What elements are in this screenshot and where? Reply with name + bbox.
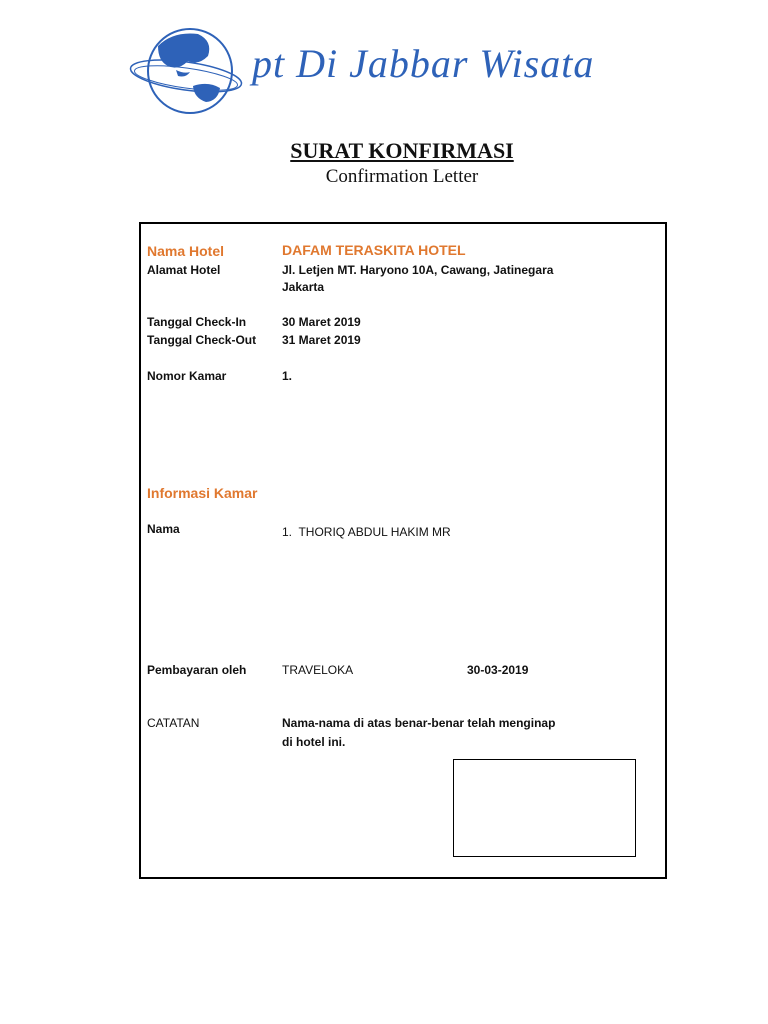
checkin-date: 30 Maret 2019 — [282, 315, 361, 329]
stamp-box — [453, 759, 636, 857]
checkout-date: 31 Maret 2019 — [282, 333, 361, 347]
checkin-label: Tanggal Check-In — [147, 315, 247, 329]
hotel-name-label: Nama Hotel — [147, 243, 225, 259]
company-logo — [128, 26, 244, 116]
checkout-label: Tanggal Check-Out — [147, 333, 257, 347]
hotel-address-label: Alamat Hotel — [147, 263, 221, 277]
company-name: pt Di Jabbar Wisata — [252, 41, 595, 86]
room-number: 1. — [282, 369, 293, 383]
notes-label: CATATAN — [147, 716, 200, 730]
hotel-address-line1: Jl. Letjen MT. Haryono 10A, Cawang, Jatinegara — [282, 263, 554, 277]
guest-name-label: Nama — [147, 522, 180, 536]
guest-name: 1. THORIQ ABDUL HAKIM MR — [282, 525, 451, 539]
document-subtitle: Confirmation Letter — [325, 166, 479, 187]
hotel-name: DAFAM TERASKITA HOTEL — [282, 242, 466, 258]
notes-line2: di hotel ini. — [282, 735, 346, 749]
room-info-heading: Informasi Kamar — [147, 485, 258, 501]
notes-line1: Nama-nama di atas benar-benar telah menginap — [282, 716, 556, 730]
globe-icon — [128, 26, 244, 116]
payment-date: 30-03-2019 — [467, 663, 529, 677]
payment-by: TRAVELOKA — [282, 663, 354, 677]
payment-label: Pembayaran oleh — [147, 663, 247, 677]
document-title: SURAT KONFIRMASI — [290, 138, 514, 163]
room-number-label: Nomor Kamar — [147, 369, 227, 383]
hotel-address-line2: Jakarta — [282, 280, 325, 294]
